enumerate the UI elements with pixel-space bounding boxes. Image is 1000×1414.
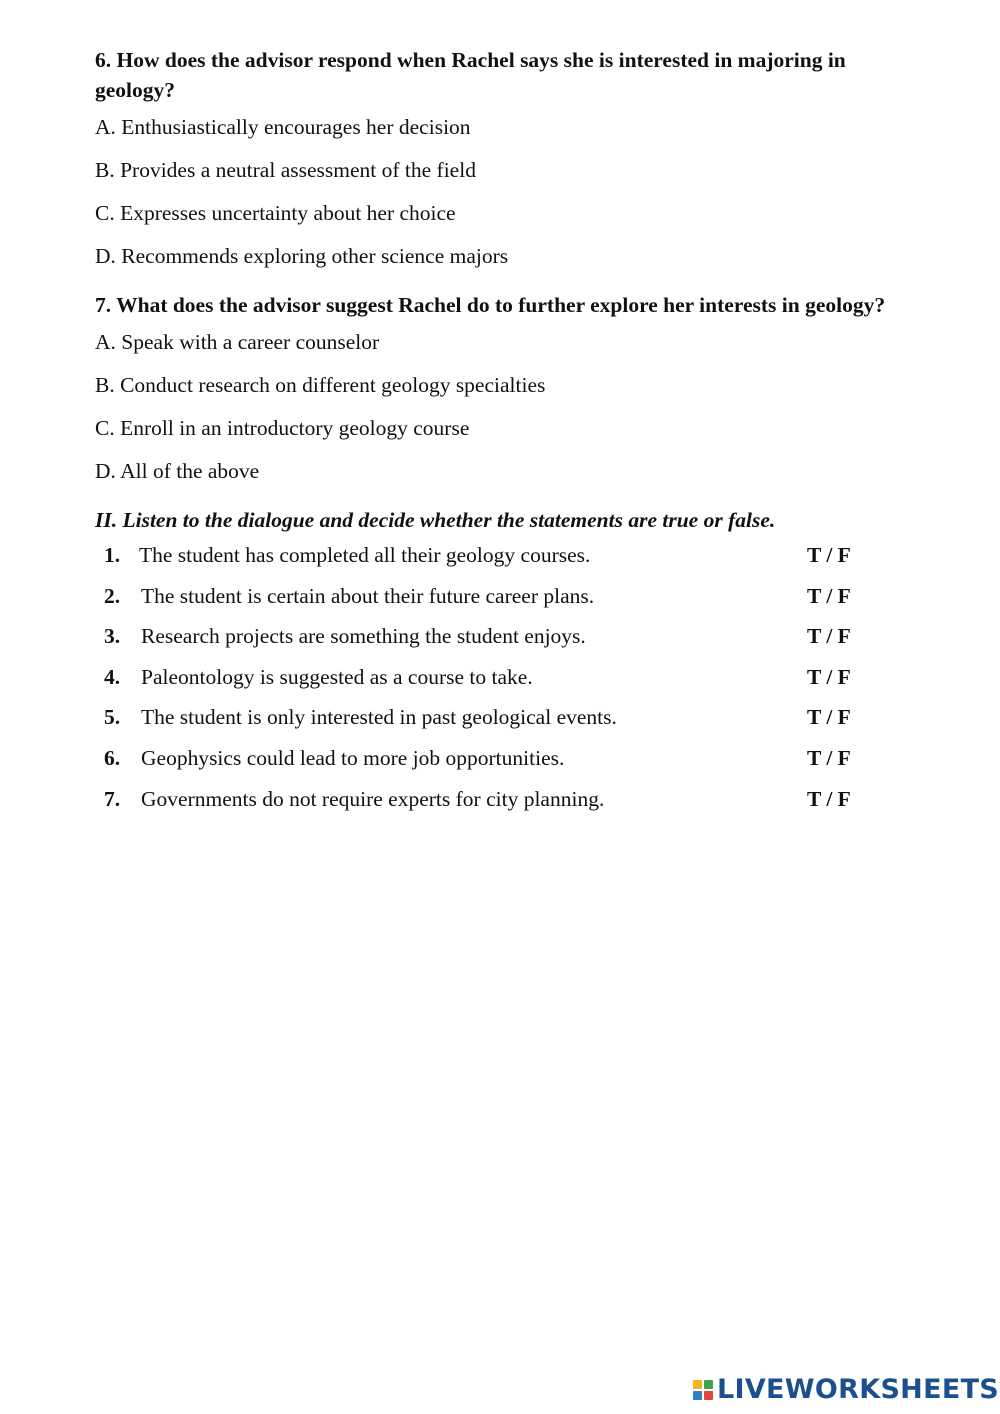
logo-text: LIVEWORKSHEETS — [717, 1374, 1000, 1405]
option-a: A. Enthusiastically encourages her decision — [95, 115, 471, 139]
option-c: C. Expresses uncertainty about her choice — [95, 201, 456, 225]
statement-text: The student has completed all their geology courses. — [139, 543, 591, 567]
statement-number: 2. — [104, 583, 121, 608]
option-a: A. Speak with a career counselor — [95, 330, 380, 354]
statement-text: Paleontology is suggested as a course to take. — [141, 664, 533, 689]
option-b: B. Provides a neutral assessment of the field — [95, 158, 476, 182]
true-false-choice[interactable]: T / F — [807, 786, 851, 811]
true-false-choice[interactable]: T / F — [807, 583, 851, 608]
tf-statement-6 — [95, 745, 925, 786]
true-false-choice[interactable]: T / F — [807, 664, 851, 689]
statement-number: 6. — [104, 745, 121, 770]
true-false-choice[interactable]: T / F — [807, 543, 851, 567]
statement-text: Governments do not require experts for city planning. — [141, 786, 605, 811]
option-d: D. All of the above — [95, 459, 260, 483]
question-text: 7. What does the advisor suggest Rachel do to further explore her interests in geology? — [95, 293, 886, 317]
tf-statement-4 — [95, 664, 925, 705]
tf-statement-3 — [95, 623, 925, 664]
option-c: C. Enroll in an introductory geology course — [95, 416, 470, 440]
true-false-choice[interactable]: T / F — [807, 745, 851, 770]
liveworksheets-logo — [693, 1374, 999, 1406]
true-false-list — [95, 542, 925, 826]
statement-number: 5. — [104, 705, 121, 730]
logo-square-icon — [693, 1391, 702, 1400]
logo-square-icon — [693, 1380, 702, 1389]
tf-statement-1 — [95, 542, 925, 583]
statement-number: 7. — [104, 786, 121, 811]
true-false-choice[interactable]: T / F — [807, 624, 851, 649]
tf-statement-2 — [95, 583, 925, 624]
tf-statement-7 — [95, 786, 925, 827]
section-title: II. Listen to the dialogue and decide whether the statements are true or false. — [95, 508, 776, 532]
statement-number: 3. — [104, 624, 121, 649]
statement-number: 1. — [104, 543, 121, 567]
tf-statement-5 — [95, 704, 925, 745]
statement-number: 4. — [104, 664, 121, 689]
statement-text: The student is only interested in past geological events. — [141, 705, 617, 730]
worksheet-page — [95, 45, 925, 826]
logo-square-icon — [704, 1380, 713, 1389]
question-7 — [95, 290, 925, 484]
statement-text: Geophysics could lead to more job opportunities. — [141, 745, 565, 770]
true-false-choice[interactable]: T / F — [807, 705, 851, 730]
logo-mark-icon — [693, 1380, 713, 1400]
logo-square-icon — [704, 1391, 713, 1400]
statement-text: Research projects are something the student enjoys. — [141, 624, 586, 649]
option-b: B. Conduct research on different geology specialties — [95, 373, 546, 397]
question-6 — [95, 45, 925, 269]
statement-text: The student is certain about their future career plans. — [141, 583, 595, 608]
question-text: 6. How does the advisor respond when Rachel says she is interested in majoring in geology? — [95, 48, 846, 102]
option-d: D. Recommends exploring other science majors — [95, 244, 509, 268]
